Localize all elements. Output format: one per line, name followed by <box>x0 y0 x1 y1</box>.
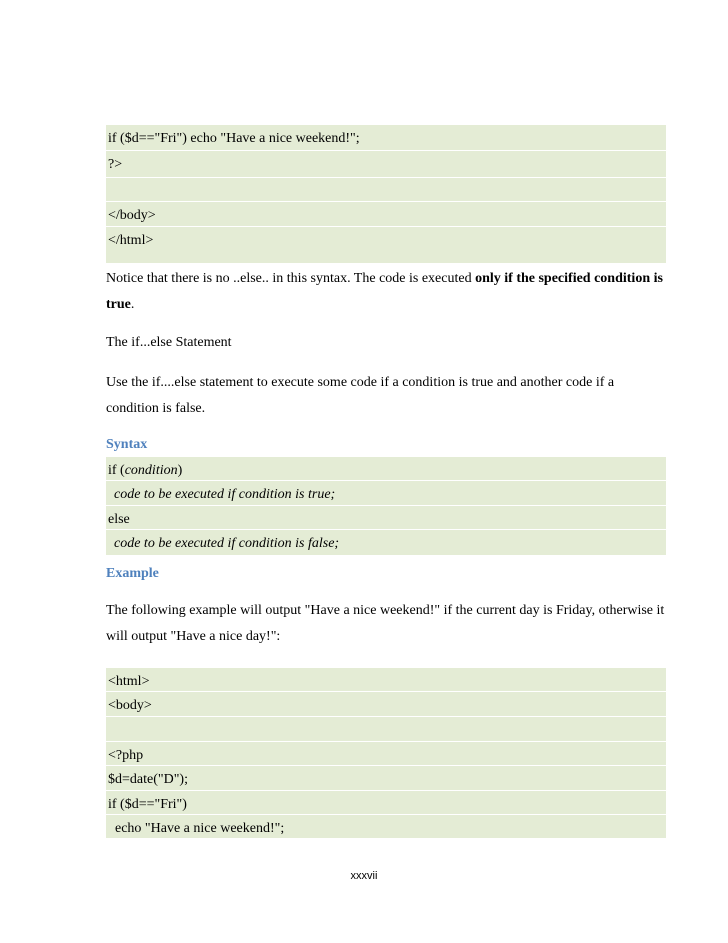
syntax-true-line <box>106 480 666 505</box>
false-branch-text: code to be executed if condition is false; <box>114 536 340 551</box>
code-line: if ($d=="Fri") echo "Have a nice weekend!"; <box>106 124 666 150</box>
notice-end: . <box>130 297 135 312</box>
code-line-blank <box>106 177 666 201</box>
syntax-code-block <box>106 456 666 555</box>
notice-text: Notice that there is no ..else.. in this syntax. The code is executed <box>106 271 476 286</box>
page-number: xxxvii <box>350 870 378 882</box>
code-line: ?> <box>106 150 666 177</box>
if-keyword: if ( <box>108 463 125 478</box>
notice-paragraph <box>106 266 666 318</box>
code-line: echo "Have a nice weekend!"; <box>106 814 666 838</box>
condition-text: condition <box>124 463 178 478</box>
syntax-heading: Syntax <box>106 437 148 452</box>
true-branch-text: code to be executed if condition is true; <box>114 487 336 502</box>
page-content <box>106 124 666 838</box>
close-paren: ) <box>177 463 183 478</box>
code-line: <html> <box>106 667 666 691</box>
code-line: if ($d=="Fri") <box>106 790 666 814</box>
example-intro: The following example will output "Have a nice weekend!" if the current day is Friday, otherwise it will output "Have a nice day!": <box>106 603 665 644</box>
code-line: <body> <box>106 691 666 716</box>
code-line: </body> <box>106 201 666 226</box>
code-block-continued <box>106 124 666 263</box>
code-line: <?php <box>106 741 666 765</box>
syntax-false-line <box>106 529 666 555</box>
syntax-else-line: else <box>106 505 666 529</box>
code-line: $d=date("D"); <box>106 765 666 790</box>
syntax-if-line <box>106 456 666 480</box>
code-line-blank <box>106 716 666 741</box>
code-line: </html> <box>106 226 666 263</box>
example-code-block <box>106 667 666 838</box>
example-heading: Example <box>106 566 159 581</box>
section-title: The if...else Statement <box>106 335 232 350</box>
notice-bold: only if the specified condition is true <box>106 271 663 312</box>
description-paragraph: Use the if....else statement to execute some code if a condition is true and another code if a condition is false. <box>106 375 615 416</box>
